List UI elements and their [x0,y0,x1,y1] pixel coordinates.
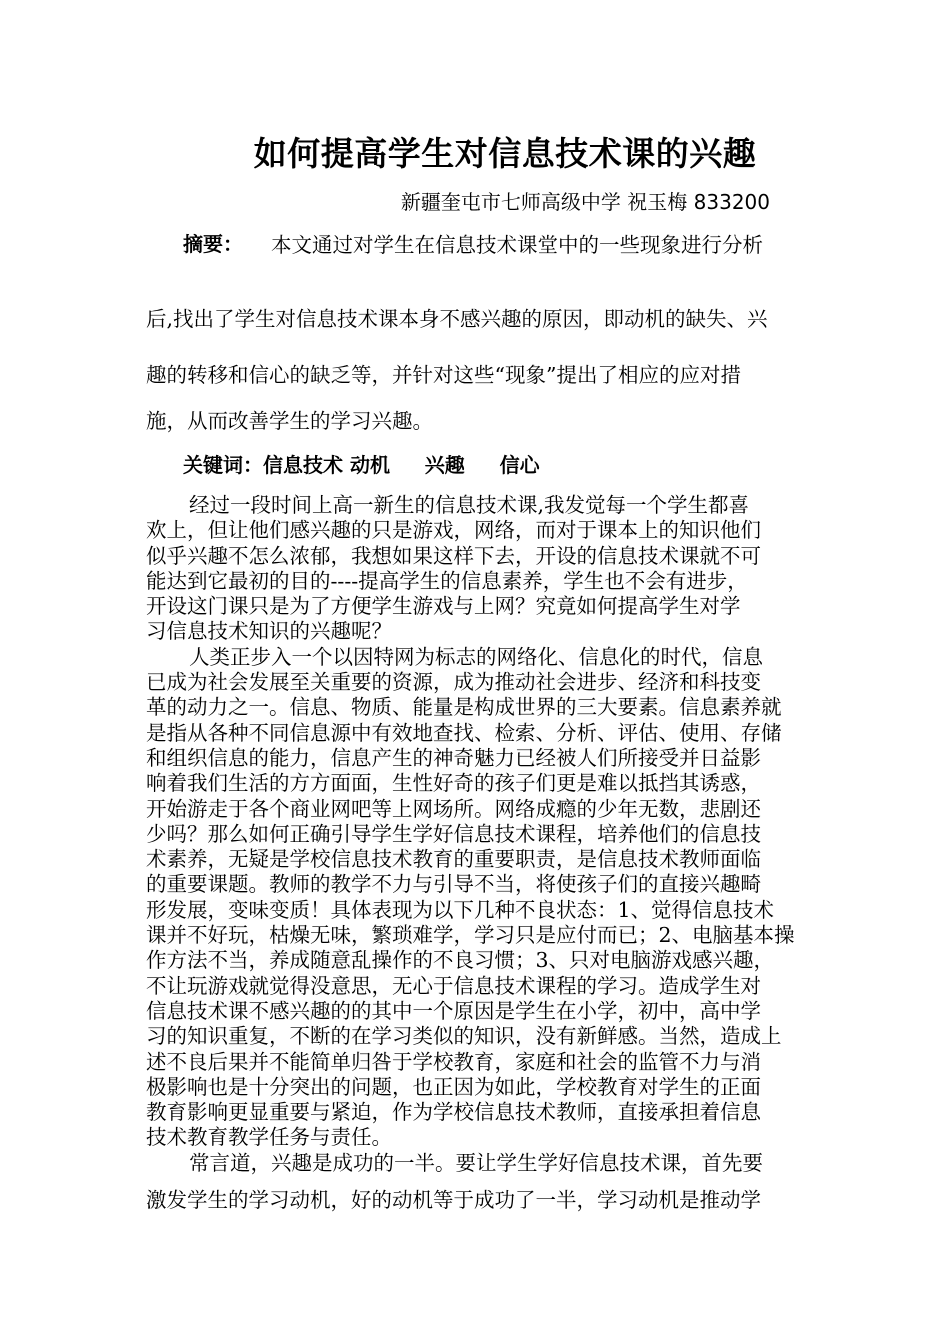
body-line: 形发展，变味变质！具体表现为以下几种不良状态：1、觉得信息技术 [146,897,775,922]
body-line: 开设这门课只是为了方便学生游戏与上网？究竟如何提高学生对学 [146,594,741,619]
abstract-line-3: 趣的转移和信心的缺乏等，并针对这些“现象”提出了相应的应对措 [146,363,741,387]
body-text [146,493,806,1176]
body-line: 经过一段时间上高一新生的信息技术课,我发觉每一个学生都喜 [189,493,750,517]
body-tail-line: 激发学生的学习动机，好的动机等于成功了一半，学习动机是推动学 [146,1188,761,1212]
keywords-line: 关键词：信息技术 动机 兴趣 信心 [183,453,540,477]
body-line: 教育影响更显重要与紧迫，作为学校信息技术教师，直接承担着信息 [146,1100,761,1125]
body-line: 欢上，但让他们感兴趣的只是游戏，网络，而对于课本上的知识他们 [146,518,761,543]
body-line: 信息技术课不感兴趣的的其中一个原因是学生在小学，初中，高中学 [146,998,761,1023]
body-line: 的重要课题。教师的教学不力与引导不当，将使孩子们的直接兴趣畸 [146,872,761,897]
body-line: 和组织信息的能力，信息产生的神奇魅力已经被人们所接受并日益影 [146,745,761,770]
abstract-label: 摘要： [183,232,243,256]
body-line: 不让玩游戏就觉得没意思，无心于信息技术课程的学习。造成学生对 [146,973,761,998]
body-line: 已成为社会发展至关重要的资源，成为推动社会进步、经济和科技变 [146,670,761,695]
body-line: 习的知识重复，不断的在学习类似的知识，没有新鲜感。当然，造成上 [146,1024,782,1049]
abstract-line-4: 施，从而改善学生的学习兴趣。 [146,409,433,433]
body-line: 响着我们生活的方方面面，生性好奇的孩子们更是难以抵挡其诱惑， [146,771,761,796]
body-line: 习信息技术知识的兴趣呢？ [146,619,392,644]
body-line: 术素养，无疑是学校信息技术教育的重要职责，是信息技术教师面临 [146,847,761,872]
body-line: 少吗？那么如何正确引导学生学好信息技术课程，培养他们的信息技 [146,821,761,846]
abstract-line-1: 本文通过对学生在信息技术课堂中的一些现象进行分析 [271,233,763,257]
document-title: 如何提高学生对信息技术课的兴趣 [253,134,757,173]
body-line: 技术教育教学任务与责任。 [146,1125,392,1150]
body-line: 革的动力之一。信息、物质、能量是构成世界的三大要素。信息素养就 [146,695,782,720]
body-line: 常言道，兴趣是成功的一半。要让学生学好信息技术课，首先要 [189,1150,763,1175]
author-line [401,186,770,215]
author-affiliation: 新疆奎屯市七师高级中学 祝玉梅 [400,190,694,214]
body-line: 人类正步入一个以因特网为标志的网络化、信息化的时代，信息 [189,644,763,669]
body-line: 能达到它最初的目的----提高学生的信息素养，学生也不会有进步， [146,568,748,593]
body-line: 作方法不当，养成随意乱操作的不良习惯；3、只对电脑游戏感兴趣， [146,948,775,973]
body-line: 开始游走于各个商业网吧等上网场所。网络成瘾的少年无数，悲剧还 [146,796,761,821]
body-line: 似乎兴趣不怎么浓郁，我想如果这样下去，开设的信息技术课就不可 [146,543,761,568]
body-line: 是指从各种不同信息源中有效地查找、检索、分析、评估、使用、存储 [146,720,782,745]
body-line: 极影响也是十分突出的问题，也正因为如此，学校教育对学生的正面 [146,1074,761,1099]
body-line: 述不良后果并不能简单归咎于学校教育，家庭和社会的监管不力与消 [146,1049,761,1074]
author-postcode: 833200 [693,190,770,214]
abstract-line-2: 后,找出了学生对信息技术课本身不感兴趣的原因，即动机的缺失、兴 [146,307,768,331]
body-line: 课并不好玩，枯燥无味，繁琐难学，学习只是应付而已；2、电脑基本操 [146,923,795,948]
